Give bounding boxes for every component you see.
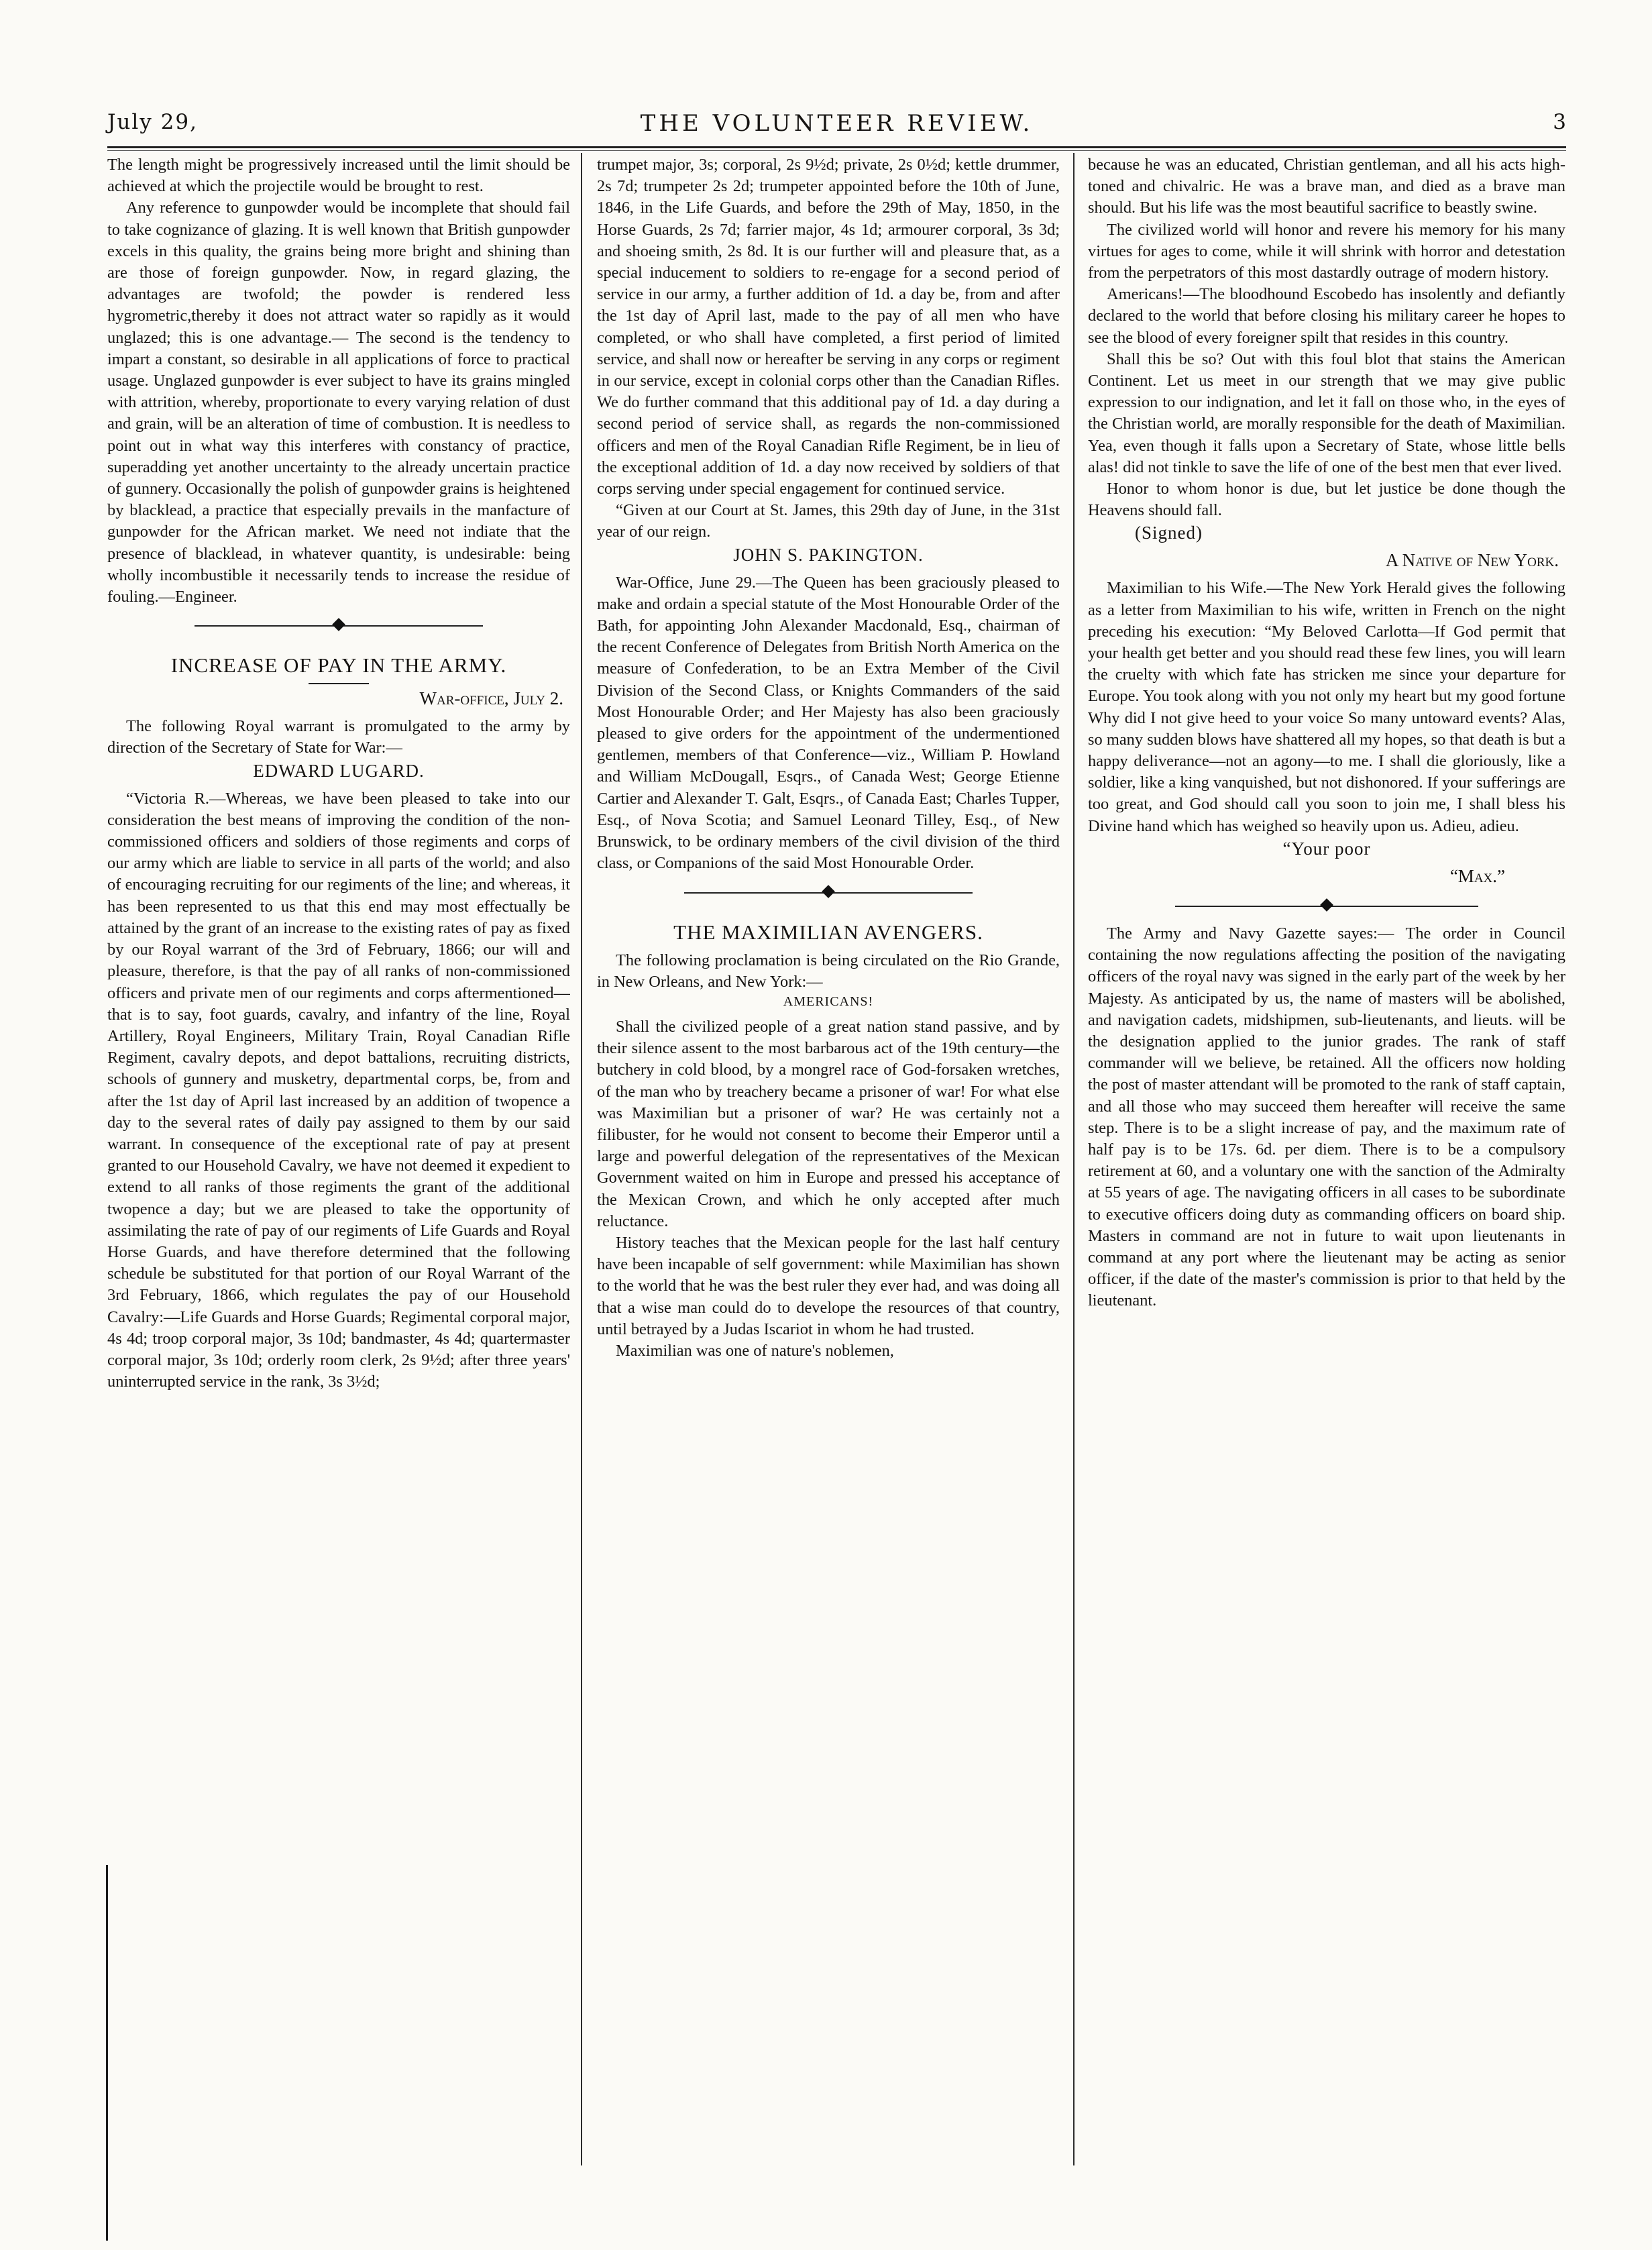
section-separator bbox=[1088, 894, 1565, 919]
order-of-bath-paragraph: War-Office, June 29.—The Queen has been graciously pleased to make and ordain a special statute of the Most Honourable Order of the Bath, for appointing John Alexander Macdonald, Esq., chairman of the recent Conference of Delegates from British North America on the measure of Confederation, to be an Extra Member of the Civil Division of the Second Class, or Knights Commanders of the said Most Honourable Order; and Her Majesty has also been graciously pleased to give orders for the appointment of the undermentioned gentlemen, members of that Conference—viz., William P. Howland and William McDougall, Esqrs., of Canada West; George Etienne Cartier and Alexander T. Galt, Esqrs., of Canada East; Charles Tupper, Esq., of Nova Scotia; and Samuel Leonard Tilley, Esq., of New Brunswick, to be ordinary members of the civil division of the third class, or Companions of the said Most Honourable Order. bbox=[597, 573, 1060, 873]
header-rule bbox=[107, 146, 1566, 148]
column-divider-2 bbox=[1073, 153, 1075, 2165]
section-separator bbox=[107, 613, 570, 639]
page-header bbox=[107, 107, 1566, 144]
short-rule bbox=[309, 683, 369, 684]
proclamation-paragraph-3: Maximilian was one of nature's noblemen, bbox=[616, 1341, 894, 1360]
warrant-intro: The following Royal warrant is promulgated to the army by direction of the Secretary of State for War:— bbox=[107, 717, 570, 757]
article-heading-pay-increase: INCREASE OF PAY IN THE ARMY. bbox=[170, 653, 507, 678]
column-1 bbox=[107, 154, 570, 2220]
column-2 bbox=[597, 154, 1060, 2220]
letter-closing: “Your poor bbox=[1282, 838, 1371, 859]
maximilian-letter: Maximilian to his Wife.—The New York Herald gives the following as a letter from Maximilian to his wife, written in French on the night preceding his execution: “My Beloved Carlotta—If God permit that your health get better and you should read these few lines, you will learn the cruelty with which fate has stricken me since your departure for Europe. You took along with you not only my heart but my good fortune Why did I not give heed to your voice So many untoward events? Alas, so many sudden blows have shattered all my hopes, so that death is but a happy deliverance—not an agony—to me. I shall die gloriously, like a soldier, like a king vanquished, but not dishonored. If your sufferings are too great, and God should call you soon to join me, I shall bless his Divine hand which has weighed so heavily upon us. Adieu, adieu. bbox=[1088, 579, 1565, 835]
dateline: War-office, July 2. bbox=[419, 688, 563, 709]
proclamation-intro: The following proclamation is being circulated on the Rio Grande, in New Orleans, and New York:— bbox=[597, 951, 1060, 991]
newspaper-title: THE VOLUNTEER REVIEW. bbox=[640, 110, 1034, 137]
proclamation-subheading: AMERICANS! bbox=[783, 994, 874, 1009]
signature-native: A Native of New York. bbox=[1385, 550, 1559, 571]
gunpowder-paragraph-2: Any reference to gunpowder would be incomplete that should fail to take cognizance of glazing. It is well known that British gunpowder excels in this quality, the grains being more bright and shining than are those of foreign gunpowder. Now, in regard glazing, the advantages are twofold; the powder is rendered less hygrometric,thereby it does not attract water so rapidly as it would unglazed; this is one advantage.— The second is the tendency to impart a constant, so desirable in all applications of force to practical usage. Unglazed gunpowder is ever subject to have its grains mingled with attrition, whereby, proportionate to every varying relation of dust and grain, will be an alteration of time of combustion. It is needless to point out in what way this interferes with constancy of practice, superadding yet another uncertainty to the already uncertain practice of gunnery. Occasionally the polish of gunpowder grains is heightened by blacklead, a practice that especially prevails in the manfacture of gunpowder for the African market. We need not indiate that the presence of blacklead, in whatever quantity, is undesirable: being wholly incombustible it necessarily tends to increase the residue of fouling.—Engineer. bbox=[107, 199, 570, 606]
issue-date: July 29, bbox=[107, 110, 198, 134]
proclamation-continued-1: because he was an educated, Christian gentleman, and all his acts high-toned and chivalric. He was a brave man, and died as a brave man should. But his life was the most beautiful sacrifice to beastly swine. bbox=[1088, 156, 1565, 217]
letter-signature: “Max.” bbox=[1449, 865, 1505, 886]
warrant-text: “Victoria R.—Whereas, we have been pleased to take into our consideration the best means of improving the condition of the non-commissioned officers and soldiers of those regiments and corps of our army which are liable to service in all parts of the world; and also of encouraging recruiting for our regiments of the line; and whereas, it has been represented to us that this end may most effectually be attained by the grant of an increase to the existing rates of pay as fixed by our Royal warrant of the 3rd of February, 1866; our will and pleasure, therefore, is that the pay of all ranks of non-commissioned officers and private men of our regiments and corps aftermentioned—that is to say, foot guards, cavalry, and infantry of the line, Royal Artillery, Royal Engineers, Military Train, Royal Canadian Rifle Regiment, cavalry depots, and depot battalions, recruiting districts, schools of gunnery and musketry, departmental corps, be, from and after the 1st day of April last increased by an addition of twopence a day to the several rates of daily pay assigned to them by our said warrant. In consequence of the exceptional rate of pay at present granted to our Household Cavalry, we have not deemed it expedient to extend to all ranks of those regiments the grant of the additional twopence a day; but we are pleased to take the opportunity of assimilating the rate of pay of our regiments of Life Guards and Royal Horse Guards, and have therefore determined that the following schedule be substituted for that portion of our Royal Warrant of the 3rd February, 1866, which regulates the pay of our Household Cavalry:—Life Guards and Horse Guards; Regimental corporal major, 4s 4d; troop corporal major, 3s 10d; bandmaster, 4s 4d; quartermaster corporal major, 3s 10d; orderly room clerk, 2s 9½d; after three years' uninterrupted service in the rank, 3s 3½d; bbox=[107, 789, 570, 1391]
warrant-given: “Given at our Court at St. James, this 29th day of June, in the 31st year of our reign. bbox=[597, 501, 1060, 541]
section-separator bbox=[597, 880, 1060, 906]
proclamation-paragraph-2: History teaches that the Mexican people for the last half century have been incapable of self government: while Maximilian has shown to the world that he was the best ruler they ever had, and was doing all that a wise man could do to develope the resources of that country, until betrayed by a Judas Iscariot in whom he had trusted. bbox=[597, 1233, 1060, 1338]
signed-label: (Signed) bbox=[1135, 523, 1203, 543]
navy-gazette-paragraph: The Army and Navy Gazette sayes:— The order in Council containing the now regulations affecting the position of the navigating officers of the royal navy was signed in the early part of the week by her Majesty. As anticipated by us, the name of masters will be abolished, and navigation cadets, midshipmen, sub-lieutenants, and lieuts. will be the designation applied to the junior grades. The rank of staff commander will we believe, be retained. All the officers now holding the post of master attendant will be promoted to the rank of staff captain, and all those who may succeed them hereafter will receive the same step. There is to be a slight increase of pay, and the maximum rate of half pay is to be 17s. 6d. per diem. There is to be a compulsory retirement at 60, and a voluntary one with the sanction of the Admiralty at 55 years of age. The navigating officers in all cases to be subordinate to executive officers doing duty as commanding officers on board ship. Masters in command are not in future to wait upon lieutenants in command at any port where the lieutenant may be acting as senior officer, if the date of the master's commission is prior to that held by the lieutenant. bbox=[1088, 924, 1565, 1310]
gunpowder-paragraph-1: The length might be progressively increased until the limit should be achieved at which the projectile would be brought to rest. bbox=[107, 156, 570, 196]
page-number: 3 bbox=[1553, 110, 1566, 134]
proclamation-paragraph-1: Shall the civilized people of a great nation stand passive, and by their silence assent to the most barbarous act of the 19th century—the butchery in cold blood, by a mongrel race of God-forsaken wretches, of the man who by treachery became a prisoner of war! For what else was Maximilian but a prisoner of war? He was certainly not a filibuster, for he would not consent to become their Emperor until a large and powerful delegation of the representatives of the Mexican Government waited on him in Europe and pressed his acceptance of the Mexican Crown, and which he only accepted after much reluctance. bbox=[597, 1017, 1060, 1230]
column-divider-1 bbox=[581, 153, 582, 2165]
proclamation-continued-2: The civilized world will honor and revere his memory for his many virtues for ages to come, while it will shrink with horror and detestation from the perpetrators of this most dastardly outrage of modern history. bbox=[1088, 220, 1565, 282]
article-heading-maximilian: THE MAXIMILIAN AVENGERS. bbox=[673, 920, 983, 944]
signer-name: EDWARD LUGARD. bbox=[253, 760, 425, 781]
proclamation-continued-5: Honor to whom honor is due, but let justice be done though the Heavens should fall. bbox=[1088, 480, 1565, 520]
proclamation-continued-4: Shall this be so? Out with this foul blot that stains the American Continent. Let us meet in our strength that we may give public expression to our indignation, and let it fall on those who, in the eyes of the Christian world, are morally responsible for the death of Maximilian. Yea, even though it falls upon a Secretary of State, whose little bells alas! did not tinkle to save the life of one of the best men that ever lived. bbox=[1088, 350, 1565, 476]
proclamation-continued-3: Americans!—The bloodhound Escobedo has insolently and defiantly declared to the world that before closing his military career he hopes to see the blood of every foreigner spilt that resides in this country. bbox=[1088, 285, 1565, 347]
signer-name: JOHN S. PAKINGTON. bbox=[733, 544, 924, 565]
header-rule-thin bbox=[107, 150, 1566, 151]
warrant-continued: trumpet major, 3s; corporal, 2s 9½d; private, 2s 0½d; kettle drummer, 2s 7d; trumpeter 2s 2d; trumpeter appointed before the 10th of June, 1846, in the Life Guards, and before the 29th of May, 1850, in the Horse Guards, 2s 7d; farrier major, 4s 1d; armourer corporal, 3s 3d; and shoeing smith, 2s 8d. It is our further will and pleasure that, as a special inducement to soldiers to re-engage for a second period of service in our army, a further addition of 1d. a day be, from and after the 1st day of April last, made to the pay of all men who have completed, or who shall have completed, a first period of limited service, and shall now or hereafter be serving in any corps or regiment in our service, except in colonial corps other than the Canadian Rifles. We do further command that this additional pay of 1d. a day during a second period of service shall, as regards the non-commissioned officers and men of the Royal Canadian Rifle Regiment, be in lieu of the exceptional addition of 1d. a day now received by soldiers of that corps serving under special engagement for continued service. bbox=[597, 156, 1060, 498]
column-3 bbox=[1088, 154, 1565, 2220]
